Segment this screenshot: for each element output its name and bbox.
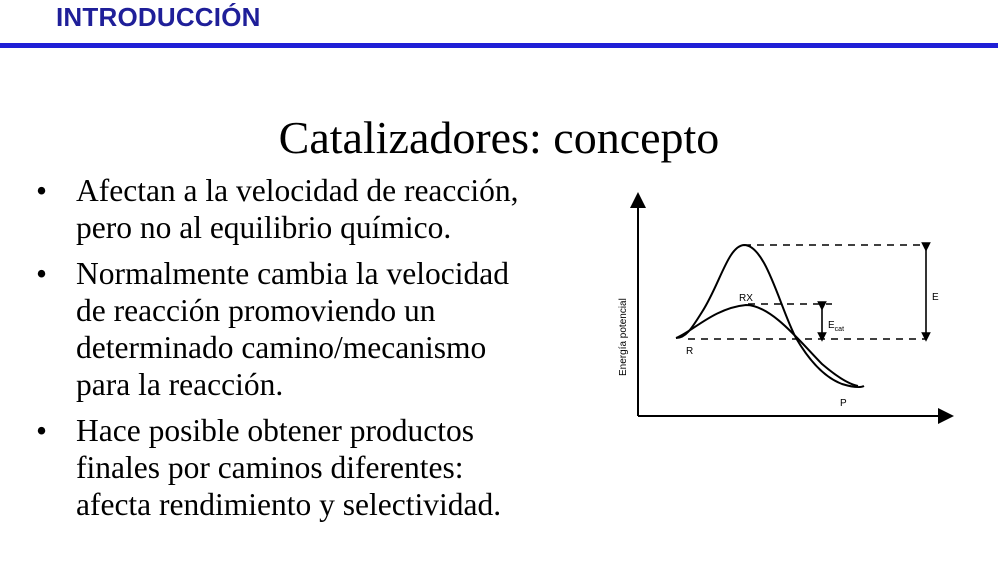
bullet-line: pero no al equilibrio químico.	[76, 210, 452, 245]
catalyzed-curve	[676, 305, 858, 386]
bullet-line: determinado camino/mecanismo	[76, 330, 487, 365]
label-rx: RX	[739, 293, 753, 304]
bullet-list	[36, 172, 596, 532]
bullet-item	[36, 412, 596, 523]
energy-profile-svg	[596, 188, 958, 428]
bullet-dot-icon: •	[36, 413, 48, 448]
uncatalyzed-curve	[676, 245, 864, 387]
bullet-dot-icon: •	[36, 256, 48, 291]
bullet-line: Normalmente cambia la velocidad	[76, 256, 509, 291]
label-r: R	[686, 346, 694, 357]
bullet-line: finales por caminos diferentes:	[76, 450, 464, 485]
label-p: P	[840, 398, 847, 409]
bullet-item	[36, 255, 596, 403]
bullet-item	[36, 172, 596, 246]
bullet-line: para la reacción.	[76, 367, 284, 402]
label-ecat	[828, 320, 844, 333]
label-ecat-sub: cat	[834, 326, 845, 333]
bullet-dot-icon: •	[36, 173, 48, 208]
section-header: INTRODUCCIÓN	[56, 2, 261, 32]
bullet-line: Afectan a la velocidad de reacción,	[76, 173, 519, 208]
label-ecat-main: E	[828, 320, 835, 331]
bullet-line: afecta rendimiento y selectividad.	[76, 487, 502, 522]
header-divider	[0, 43, 998, 48]
slide-title: Catalizadores: concepto	[278, 112, 720, 163]
energy-profile-diagram	[596, 188, 958, 428]
bullet-line: Hace posible obtener productos	[76, 413, 474, 448]
bullet-line: de reacción promoviendo un	[76, 293, 436, 328]
y-axis-label: Energía potencial	[618, 298, 629, 376]
label-e: E	[932, 292, 939, 303]
